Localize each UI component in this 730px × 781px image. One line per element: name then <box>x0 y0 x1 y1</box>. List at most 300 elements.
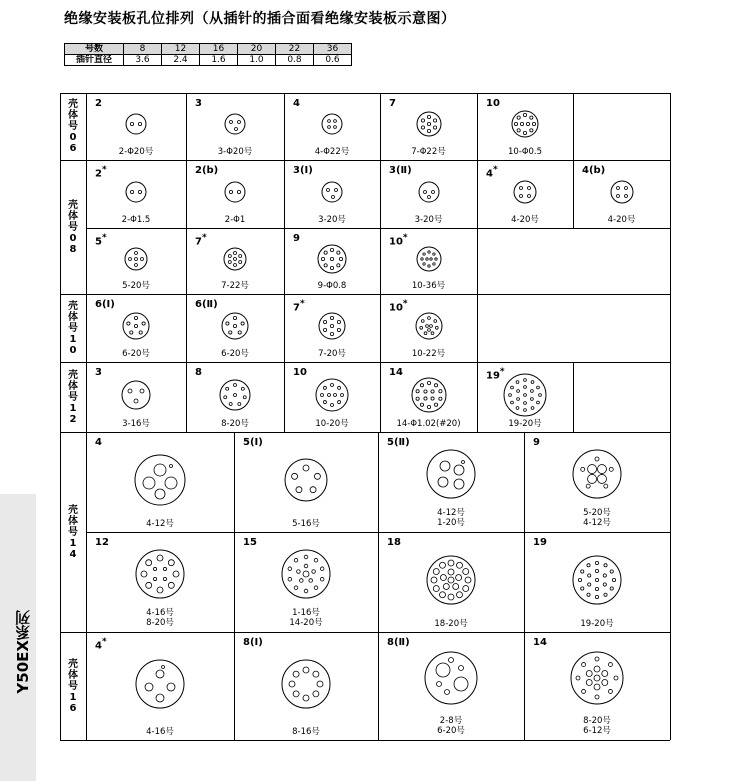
contact-hole <box>514 122 517 125</box>
contact-hole <box>594 666 600 672</box>
contact-hole <box>610 586 613 589</box>
contact-hole <box>624 186 627 189</box>
contact-hole <box>454 479 464 489</box>
contact-hole <box>157 587 163 593</box>
contact-hole <box>141 571 147 577</box>
grid-line <box>524 432 525 532</box>
contact-hole <box>310 486 316 492</box>
contact-hole <box>594 675 600 681</box>
contact-hole <box>604 563 607 566</box>
grid-line <box>378 432 379 532</box>
table-row <box>65 55 352 66</box>
page-title: 绝缘安装板孔位排列（从插针的插合面看绝缘安装板示意图） <box>64 11 456 27</box>
grid-line <box>477 228 478 294</box>
contact-hole <box>420 383 423 386</box>
contact-hole <box>146 560 152 566</box>
grid-line <box>380 160 381 228</box>
insert-outline <box>126 182 146 202</box>
contact-spec-caption: 6-20号 <box>221 349 249 359</box>
contact-hole <box>337 328 340 331</box>
contact-hole <box>448 560 454 566</box>
contact-hole <box>130 122 133 125</box>
contact-hole <box>328 120 331 123</box>
contact-hole <box>511 401 514 404</box>
grid-line <box>186 228 187 294</box>
contact-hole <box>229 190 232 193</box>
contact-hole <box>234 251 237 254</box>
grid-line <box>284 93 285 160</box>
connector-insert-diagram <box>571 554 623 606</box>
contact-hole <box>602 671 608 677</box>
contact-hole <box>335 188 338 191</box>
contact-hole <box>520 122 523 125</box>
contact-spec-caption: 1-20号 <box>437 518 465 528</box>
contact-hole <box>539 393 542 396</box>
layout-number-label: 9 <box>293 233 300 244</box>
contact-hole <box>588 573 591 576</box>
layout-number-label: 15 <box>243 537 257 548</box>
contact-spec-caption: 1-16号 <box>292 608 320 618</box>
contact-hole <box>153 567 156 570</box>
contact-hole <box>581 467 585 471</box>
contact-hole <box>334 393 337 396</box>
table-cell: 0.8 <box>276 55 314 66</box>
contact-hole <box>595 657 599 661</box>
contact-hole <box>423 396 426 399</box>
contact-hole <box>531 380 534 383</box>
connector-insert-diagram <box>134 548 186 600</box>
contact-hole <box>238 330 241 333</box>
contact-hole <box>537 386 540 389</box>
contact-hole <box>334 126 337 129</box>
contact-hole <box>156 694 164 702</box>
contact-hole <box>524 401 527 404</box>
insert-outline <box>427 450 475 498</box>
contact-hole <box>587 593 590 596</box>
insert-outline <box>225 114 245 134</box>
contact-hole <box>134 324 137 327</box>
connector-insert-diagram <box>417 180 441 204</box>
contact-hole <box>163 567 166 570</box>
contact-hole <box>457 591 463 597</box>
contact-hole <box>142 321 145 324</box>
contact-hole <box>440 461 450 471</box>
insert-outline <box>122 381 150 409</box>
grid-line <box>284 160 285 228</box>
contact-hole <box>238 121 241 124</box>
connector-insert-diagram <box>569 650 625 706</box>
contact-hole <box>420 403 423 406</box>
contact-hole <box>323 320 326 323</box>
contact-hole <box>517 116 520 119</box>
contact-hole <box>427 405 430 408</box>
table-cell: 0.6 <box>314 55 352 66</box>
contact-spec-caption: 4-16号 <box>146 727 174 737</box>
contact-hole <box>431 577 437 583</box>
grid-line <box>86 93 87 740</box>
contact-hole <box>594 684 600 690</box>
connector-insert-diagram <box>222 246 248 272</box>
contact-hole <box>429 257 431 259</box>
contact-hole <box>134 399 138 403</box>
contact-hole <box>523 131 526 134</box>
contact-hole <box>429 324 432 327</box>
contact-hole <box>134 316 137 319</box>
contact-hole <box>528 186 531 189</box>
contact-hole <box>511 386 514 389</box>
contact-hole <box>597 474 606 483</box>
contact-hole <box>155 489 165 499</box>
contact-hole <box>289 681 295 687</box>
contact-hole <box>427 264 429 266</box>
grid-line <box>380 228 381 294</box>
contact-hole <box>130 330 133 333</box>
contact-hole <box>440 591 446 597</box>
contact-hole <box>304 589 308 593</box>
contact-hole <box>313 690 319 696</box>
contact-hole <box>324 263 327 266</box>
contact-hole <box>427 122 430 125</box>
contact-hole <box>604 484 608 488</box>
grid-line <box>380 294 381 362</box>
connector-insert-diagram <box>415 110 443 138</box>
contact-hole <box>423 190 426 193</box>
table-cell: 3.6 <box>124 55 162 66</box>
contact-hole <box>595 569 598 572</box>
contact-hole <box>433 568 439 574</box>
contact-hole <box>233 324 236 327</box>
contact-hole <box>431 331 434 334</box>
contact-spec-caption: 10-Φ0.5 <box>507 147 543 157</box>
contact-hole <box>168 582 174 588</box>
connector-insert-diagram <box>120 379 152 411</box>
series-side-label: Y50EX系列 <box>14 610 32 694</box>
contact-hole <box>421 119 424 122</box>
contact-hole <box>321 257 324 260</box>
contact-hole <box>168 560 174 566</box>
contact-hole <box>331 383 334 386</box>
contact-hole <box>341 393 344 396</box>
contact-hole <box>449 658 454 663</box>
contact-hole <box>517 389 520 392</box>
contact-hole <box>312 570 316 574</box>
contact-hole <box>153 577 156 580</box>
layout-number-label: 3 <box>195 98 202 109</box>
contact-hole <box>327 188 330 191</box>
pin-diameter-table <box>64 43 352 66</box>
grid-line <box>477 294 478 362</box>
contact-hole <box>438 397 441 400</box>
contact-hole <box>463 585 469 591</box>
contact-hole <box>229 402 232 405</box>
grid-line <box>284 294 285 362</box>
layout-number-label: 5* <box>95 233 107 248</box>
contact-spec-caption: 19-20号 <box>508 419 542 429</box>
contact-hole <box>339 257 342 260</box>
contact-hole <box>234 393 237 396</box>
insert-outline <box>126 114 146 134</box>
contact-hole <box>143 477 155 489</box>
contact-hole <box>303 571 309 577</box>
grid-line <box>573 160 574 228</box>
contact-hole <box>588 582 591 585</box>
contact-hole <box>427 195 430 198</box>
layout-number-label: 2(b) <box>195 165 219 176</box>
contact-hole <box>456 574 462 580</box>
connector-insert-diagram <box>317 311 347 341</box>
contact-hole <box>314 558 318 562</box>
contact-spec-caption: 5-16号 <box>292 519 320 529</box>
contact-hole <box>141 257 144 260</box>
grid-line <box>60 160 670 161</box>
contact-hole <box>328 126 331 129</box>
layout-number-label: 6(Ⅱ) <box>195 299 218 310</box>
layout-number-label: 3(Ⅱ) <box>389 165 412 176</box>
contact-hole <box>293 690 299 696</box>
connector-insert-diagram <box>280 658 332 710</box>
layout-number-label: 7* <box>195 233 207 248</box>
table-cell: 20 <box>238 44 276 55</box>
contact-hole <box>421 126 424 129</box>
contact-hole <box>243 395 246 398</box>
connector-insert-diagram <box>134 658 186 710</box>
contact-hole <box>586 680 592 686</box>
grid-line <box>380 362 381 432</box>
grid-line <box>380 93 381 160</box>
grid-line <box>60 93 61 740</box>
layout-number-label: 19* <box>486 367 505 382</box>
contact-spec-caption: 14-20号 <box>289 618 323 628</box>
contact-hole <box>332 195 335 198</box>
layout-number-label: 3 <box>95 367 102 378</box>
contact-hole <box>313 671 319 677</box>
layout-number-label: 2 <box>95 98 102 109</box>
contact-hole <box>432 262 434 264</box>
contact-hole <box>135 257 138 260</box>
connector-insert-diagram <box>124 180 148 204</box>
contact-hole <box>427 129 430 132</box>
contact-hole <box>233 316 236 319</box>
contact-spec-caption: 8-20号 <box>583 716 611 726</box>
contact-hole <box>314 473 320 479</box>
connector-insert-diagram <box>609 179 635 205</box>
grid-line <box>234 632 235 740</box>
layout-number-label: 4 <box>293 98 300 109</box>
connector-insert-diagram <box>123 246 149 272</box>
contact-spec-caption: 2-Φ1.5 <box>121 215 151 225</box>
contact-hole <box>528 194 531 197</box>
connector-insert-diagram <box>124 112 148 136</box>
layout-number-label: 5(Ⅰ) <box>243 437 263 448</box>
connector-insert-diagram <box>316 243 348 275</box>
table-cell: 22 <box>276 44 314 55</box>
contact-hole <box>293 671 299 677</box>
table-cell: 16 <box>200 44 238 55</box>
contact-spec-caption: 10-36号 <box>411 281 446 291</box>
contact-spec-caption: 4-20号 <box>511 215 539 225</box>
contact-hole <box>459 666 464 671</box>
contact-hole <box>524 393 527 396</box>
contact-hole <box>425 257 427 259</box>
contact-hole <box>170 464 173 467</box>
shell-label: 壳 体 号 1 2 <box>68 369 78 425</box>
grid-line <box>60 432 670 433</box>
contact-hole <box>595 578 598 581</box>
connector-insert-diagram <box>133 453 187 507</box>
contact-spec-caption: 7-Φ22号 <box>411 147 446 157</box>
insert-outline <box>322 182 342 202</box>
contact-hole <box>337 251 340 254</box>
layout-number-label: 7 <box>389 98 396 109</box>
contact-hole <box>241 387 244 390</box>
contact-hole <box>419 326 422 329</box>
contact-hole <box>612 578 615 581</box>
contact-hole <box>288 567 292 571</box>
contact-hole <box>520 186 523 189</box>
table-cell: 8 <box>124 44 162 55</box>
contact-spec-caption: 3-20号 <box>318 215 346 225</box>
grid-line <box>60 362 670 363</box>
connector-insert-diagram <box>415 245 443 273</box>
contact-spec-caption: 8-20号 <box>221 419 249 429</box>
contact-spec-caption: 4-Φ22号 <box>314 147 350 157</box>
shell-label: 壳 体 号 0 8 <box>68 199 78 255</box>
contact-spec-caption: 7-22号 <box>221 281 249 291</box>
grid-line <box>477 160 478 228</box>
layout-number-label: 10* <box>389 233 408 248</box>
connector-insert-diagram <box>283 457 329 503</box>
contact-hole <box>424 331 427 334</box>
contact-hole <box>224 395 227 398</box>
connector-insert-diagram <box>571 448 623 500</box>
layout-number-label: 14 <box>533 637 547 648</box>
contact-hole <box>317 681 323 687</box>
contact-hole <box>422 262 424 264</box>
contact-hole <box>581 569 584 572</box>
contact-hole <box>516 406 519 409</box>
contact-hole <box>140 389 144 393</box>
contact-hole <box>228 260 231 263</box>
contact-hole <box>433 119 436 122</box>
contact-hole <box>524 385 527 388</box>
contact-hole <box>328 393 331 396</box>
contact-hole <box>443 583 449 589</box>
contact-hole <box>304 555 308 559</box>
grid-line <box>378 632 379 740</box>
contact-hole <box>330 316 333 319</box>
insert-outline <box>514 181 536 203</box>
contact-hole <box>578 578 581 581</box>
contact-hole <box>609 467 613 471</box>
contact-hole <box>454 465 464 475</box>
layout-number-label: 4* <box>95 637 107 652</box>
contact-hole <box>532 122 535 125</box>
contact-hole <box>616 194 619 197</box>
contact-hole <box>323 328 326 331</box>
contact-hole <box>146 582 152 588</box>
shell-label: 壳 体 号 0 6 <box>68 99 78 154</box>
contact-hole <box>610 569 613 572</box>
contact-hole <box>595 587 598 590</box>
grid-line <box>186 362 187 432</box>
contact-hole <box>165 477 177 489</box>
connector-insert-diagram <box>320 112 344 136</box>
contact-hole <box>433 319 436 322</box>
contact-hole <box>438 477 448 487</box>
contact-hole <box>437 682 442 687</box>
contact-hole <box>516 380 519 383</box>
contact-hole <box>427 381 430 384</box>
contact-hole <box>157 555 163 561</box>
connector-insert-diagram <box>425 554 477 606</box>
contact-hole <box>421 319 424 322</box>
connector-insert-diagram <box>121 311 151 341</box>
grid-line <box>284 228 285 294</box>
contact-hole <box>334 120 337 123</box>
connector-insert-diagram <box>410 376 448 414</box>
layout-number-label: 2* <box>95 165 107 180</box>
contact-hole <box>595 457 599 461</box>
table-header-number: 号数 <box>65 44 124 55</box>
layout-number-label: 4 <box>95 437 102 448</box>
contact-hole <box>303 667 309 673</box>
table-cell: 12 <box>162 44 200 55</box>
contact-spec-caption: 2-Φ1 <box>224 215 246 225</box>
grid-line <box>234 532 235 632</box>
contact-hole <box>454 677 468 691</box>
contact-hole <box>524 378 527 381</box>
contact-spec-caption: 9-Φ0.8 <box>317 281 347 291</box>
connector-insert-diagram <box>223 180 247 204</box>
contact-hole <box>331 403 334 406</box>
contact-hole <box>537 401 540 404</box>
contact-hole <box>303 695 309 701</box>
contact-hole <box>602 680 608 686</box>
contact-hole <box>415 397 418 400</box>
contact-hole <box>234 383 237 386</box>
grid-line <box>573 362 574 432</box>
table-cell: 1.6 <box>200 55 238 66</box>
contact-spec-caption: 14-Φ1.02(#20) <box>396 419 461 429</box>
contact-hole <box>427 250 429 252</box>
grid-line <box>60 740 670 741</box>
contact-hole <box>433 126 436 129</box>
contact-spec-caption: 3-16号 <box>122 419 150 429</box>
layout-number-label: 12 <box>95 537 109 548</box>
contact-hole <box>239 260 242 263</box>
layout-number-label: 4(b) <box>582 165 606 176</box>
grid-line <box>60 294 670 295</box>
contact-hole <box>425 324 428 327</box>
contact-hole <box>229 330 232 333</box>
contact-hole <box>294 586 298 590</box>
contact-spec-caption: 4-12号 <box>437 508 465 518</box>
connector-insert-diagram <box>223 112 247 136</box>
grid-line <box>378 532 379 632</box>
connector-insert-diagram <box>414 311 444 341</box>
contact-spec-caption: 3-20号 <box>414 215 443 225</box>
contact-hole <box>167 683 175 691</box>
contact-hole <box>531 389 534 392</box>
grid-line <box>670 93 671 740</box>
contact-spec-caption: 19-20号 <box>580 619 614 629</box>
contact-spec-caption: 4-20号 <box>607 215 636 225</box>
contact-hole <box>237 190 240 193</box>
contact-spec-caption: 8-20号 <box>146 618 174 628</box>
contact-spec-caption: 6-12号 <box>583 726 611 736</box>
contact-hole <box>453 583 459 589</box>
table-cell: 36 <box>314 44 352 55</box>
